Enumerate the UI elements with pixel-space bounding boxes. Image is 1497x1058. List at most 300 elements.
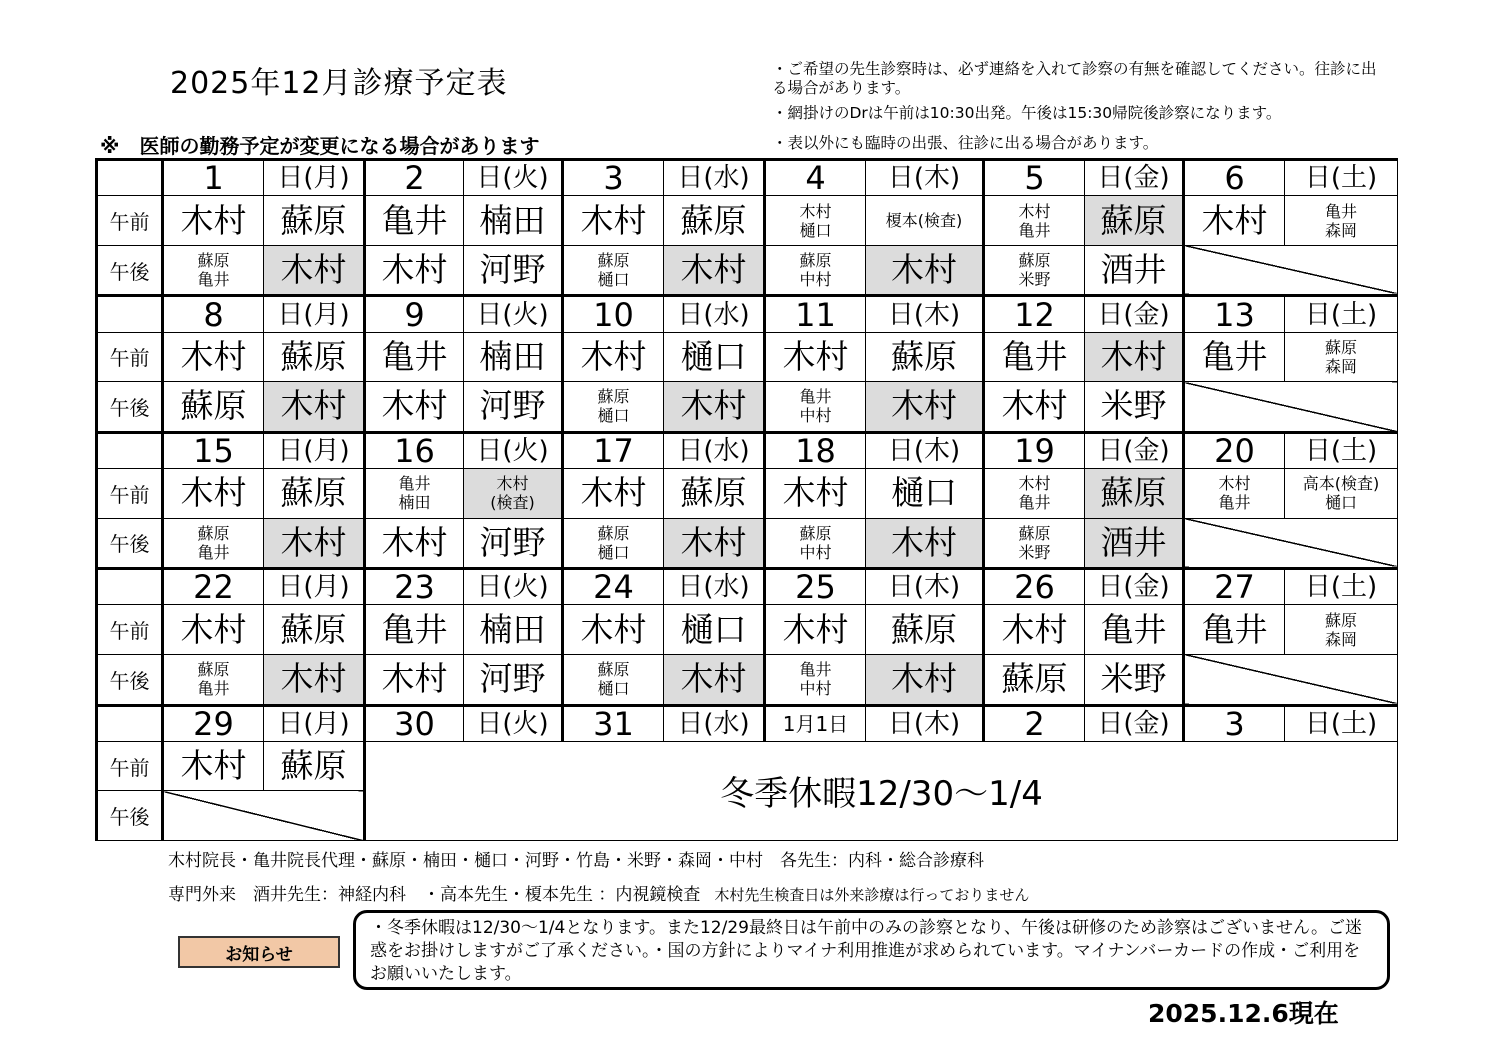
doctor-name: 酒井 (1100, 522, 1167, 562)
day-number-text: 11 (795, 295, 836, 333)
schedule-cell (664, 196, 765, 246)
specialist-list (168, 880, 1029, 905)
doctor-name: 木村 樋口 (799, 201, 832, 240)
schedule-cell (464, 469, 563, 519)
schedule-cell (1085, 332, 1184, 382)
day-of-week (664, 296, 765, 332)
day-number-text: 9 (404, 295, 425, 333)
doctor-name: 木村 (280, 659, 347, 699)
am-label: 午前 (97, 741, 163, 791)
day-of-week (1285, 296, 1398, 332)
day-number-text: 22 (193, 568, 234, 605)
closed-cell (1184, 382, 1398, 433)
pm-row (97, 245, 1398, 296)
day-of-week-text: 日(土) (1304, 435, 1378, 466)
am-row (97, 332, 1398, 382)
closed-cell (1184, 245, 1398, 296)
notice-box: ・冬季休暇は12/30～1/4となります。また12/29最終日は午前中のみの診察となり、午後は研修のため診察はございません。ご迷惑をお掛けしますがご了承ください。・国の方針によりマイナ利用推進が求められています。マイナンバーカードの作成・ご利用をお願いいたします。 (353, 910, 1390, 990)
date-row (97, 160, 1398, 196)
day-number (365, 432, 464, 468)
day-of-week-text: 日(水) (677, 435, 750, 466)
day-of-week-text: 日(土) (1304, 163, 1378, 194)
schedule-cell (264, 245, 365, 296)
doctor-name: 樋口 (680, 609, 747, 649)
day-number-text: 31 (593, 705, 634, 742)
schedule-cell (563, 382, 664, 433)
schedule-cell (984, 469, 1085, 519)
doctor-name: 木村 (891, 250, 957, 290)
doctor-name: 蘇原 (1001, 659, 1068, 699)
day-of-week (264, 160, 365, 196)
schedule-cell (264, 518, 365, 569)
doctor-name: 木村 (381, 250, 448, 290)
day-of-week (1085, 705, 1184, 741)
doctor-name: 木村 (検査) (490, 474, 535, 513)
doctor-name: 亀井 (381, 609, 448, 649)
doctor-name: 亀井 (381, 200, 448, 240)
doctor-name: 蘇原 中村 (799, 523, 832, 562)
doctor-name: 蘇原 (180, 386, 247, 426)
schedule-cell (664, 245, 765, 296)
day-number (365, 160, 464, 196)
doctor-name: 木村 (891, 386, 957, 426)
pm-row (97, 654, 1398, 705)
doctor-name: 蘇原 (280, 473, 347, 513)
day-number (163, 705, 264, 741)
label-blank (97, 569, 163, 605)
day-number-text: 12 (1014, 295, 1055, 333)
schedule-cell (765, 332, 866, 382)
schedule-cell (866, 654, 984, 705)
day-of-week-text: 日(火) (476, 435, 549, 466)
date-row (97, 432, 1398, 468)
schedule-cell (264, 605, 365, 655)
doctor-name: 木村 (180, 200, 247, 240)
note-temporary: ・表以外にも臨時の出張、往診に出る場合があります。 (772, 134, 1159, 152)
day-of-week-text: 日(金) (1097, 299, 1170, 330)
doctor-name: 木村 (580, 336, 647, 376)
doctor-name: 木村 (580, 609, 647, 649)
pm-label: 午後 (97, 791, 163, 841)
doctor-name: 蘇原 米野 (1018, 251, 1051, 290)
schedule-cell (163, 196, 264, 246)
note-contact: ・ご希望の先生診察時は、必ず連絡を入れて診察の有無を確認してください。往診に出る場合があります。 (772, 60, 1377, 97)
pm-label: 午後 (97, 518, 163, 569)
doctor-name: 榎本(検査) (885, 211, 963, 231)
day-of-week-text: 日(金) (1097, 163, 1170, 194)
schedule-cell (563, 196, 664, 246)
doctor-name: 木村 亀井 (1218, 474, 1251, 513)
doctor-name: 高本(検査) 樋口 (1302, 474, 1380, 513)
pm-label: 午後 (97, 382, 163, 433)
schedule-cell (1184, 605, 1285, 655)
schedule-cell (464, 196, 563, 246)
doctor-name: 蘇原 (280, 746, 347, 786)
schedule-cell (984, 245, 1085, 296)
schedule-cell (1184, 332, 1285, 382)
doctor-name: 木村 (381, 522, 448, 562)
specialist-text: 専門外来 酒井先生：神経内科 ・高本先生・榎本先生 ：内視鏡検査 (168, 885, 701, 905)
doctor-name: 木村 (280, 522, 347, 562)
schedule-cell (765, 654, 866, 705)
doctor-name: 木村 (680, 250, 747, 290)
doctor-name: 蘇原 樋口 (597, 387, 630, 426)
schedule-cell (1085, 605, 1184, 655)
doctor-name: 米野 (1100, 659, 1167, 699)
day-number (984, 296, 1085, 332)
winter-holiday: 冬季休暇12/30～1/4 (365, 741, 1398, 840)
schedule-cell (664, 605, 765, 655)
schedule-cell (1285, 332, 1398, 382)
day-of-week (664, 705, 765, 741)
schedule-cell (1285, 605, 1398, 655)
schedule-cell (984, 518, 1085, 569)
day-number (765, 432, 866, 468)
schedule-cell (664, 382, 765, 433)
doctor-name: 蘇原 (680, 200, 747, 240)
day-of-week-text: 日(水) (677, 708, 750, 739)
day-number-text: 1月1日 (782, 711, 849, 736)
day-of-week-text: 日(木) (887, 435, 961, 466)
schedule-cell (1184, 469, 1285, 519)
day-of-week-text: 日(火) (476, 708, 549, 739)
doctor-name: 木村 (180, 746, 247, 786)
day-of-week-text: 日(水) (677, 572, 750, 603)
day-number-text: 1 (203, 159, 224, 196)
schedule-cell (866, 196, 984, 246)
doctor-name: 木村 (580, 200, 647, 240)
day-number-text: 8 (203, 295, 224, 333)
day-of-week (264, 569, 365, 605)
am-row (97, 196, 1398, 246)
day-of-week (664, 160, 765, 196)
schedule-cell (1085, 518, 1184, 569)
day-of-week-text: 日(金) (1097, 572, 1170, 603)
doctor-name: 河野 (479, 250, 546, 290)
day-number (1184, 569, 1285, 605)
schedule-cell (866, 605, 984, 655)
schedule-cell (163, 382, 264, 433)
doctor-name: 楠田 (479, 609, 546, 649)
day-number-text: 29 (193, 705, 234, 742)
schedule-cell (464, 245, 563, 296)
day-of-week (866, 296, 984, 332)
doctor-name: 木村 (180, 609, 247, 649)
schedule-cell (365, 245, 464, 296)
doctor-name: 木村 亀井 (1018, 474, 1051, 513)
day-number (163, 160, 264, 196)
doctor-name: 米野 (1100, 386, 1167, 426)
day-number (765, 160, 866, 196)
day-of-week-text: 日(火) (476, 299, 549, 330)
schedule-cell (984, 196, 1085, 246)
day-of-week-text: 日(月) (277, 572, 350, 603)
doctor-name: 蘇原 森岡 (1324, 610, 1357, 649)
doctor-name: 亀井 (1100, 609, 1167, 649)
schedule-cell (866, 469, 984, 519)
doctor-name: 蘇原 (280, 609, 347, 649)
day-number-text: 23 (394, 568, 435, 605)
day-of-week-text: 日(木) (887, 708, 961, 739)
doctor-name: 酒井 (1100, 250, 1167, 290)
schedule-cell (765, 605, 866, 655)
day-of-week-text: 日(火) (476, 572, 549, 603)
schedule-cell (365, 469, 464, 519)
day-number (563, 432, 664, 468)
day-number-text: 6 (1224, 159, 1245, 196)
doctor-name: 蘇原 米野 (1018, 523, 1051, 562)
day-number (984, 569, 1085, 605)
day-of-week (1085, 160, 1184, 196)
day-number (163, 569, 264, 605)
day-of-week-text: 日(火) (476, 163, 549, 194)
schedule-cell (1085, 245, 1184, 296)
doctor-name: 河野 (479, 522, 546, 562)
doctor-name: 亀井 (1201, 609, 1268, 649)
kimura-exam-note: 木村先生検査日は外来診療は行っておりません (714, 886, 1030, 904)
day-number-text: 19 (1014, 432, 1055, 469)
schedule-cell (464, 382, 563, 433)
doctor-name: 木村 (180, 473, 247, 513)
doctor-name: 木村 (782, 609, 849, 649)
schedule-cell (664, 332, 765, 382)
day-of-week-text: 日(土) (1304, 708, 1378, 739)
day-of-week (264, 296, 365, 332)
day-number-text: 13 (1214, 295, 1255, 333)
doctor-name: 楠田 (479, 200, 546, 240)
doctor-name: 蘇原 (1100, 200, 1167, 240)
day-of-week (866, 432, 984, 468)
closed-cell (1184, 654, 1398, 705)
day-of-week-text: 日(金) (1097, 708, 1170, 739)
day-number-text: 17 (593, 432, 634, 469)
schedule-cell (163, 245, 264, 296)
doctor-name: 蘇原 (680, 473, 747, 513)
doctor-name: 木村 (782, 473, 849, 513)
day-of-week (464, 160, 563, 196)
doctor-name: 木村 (891, 522, 957, 562)
day-number-text: 26 (1014, 568, 1055, 605)
day-number-text: 20 (1214, 432, 1255, 469)
date-row (97, 569, 1398, 605)
day-number (1184, 705, 1285, 741)
schedule-cell (563, 605, 664, 655)
day-number-text: 5 (1024, 159, 1045, 196)
schedule-cell (365, 654, 464, 705)
day-number (984, 705, 1085, 741)
day-number-text: 27 (1214, 568, 1255, 605)
doctor-name: 亀井 (1001, 336, 1068, 376)
day-number (563, 296, 664, 332)
day-number (365, 705, 464, 741)
doctor-name: 亀井 中村 (799, 387, 832, 426)
day-number-text: 30 (394, 705, 435, 742)
day-of-week-text: 日(木) (887, 572, 961, 603)
day-number (365, 569, 464, 605)
day-of-week-text: 日(水) (677, 299, 750, 330)
schedule-cell (264, 332, 365, 382)
am-label: 午前 (97, 605, 163, 655)
am-label: 午前 (97, 332, 163, 382)
schedule-cell (765, 382, 866, 433)
schedule-cell (765, 469, 866, 519)
pm-row (97, 382, 1398, 433)
schedule-cell (464, 332, 563, 382)
schedule-cell (264, 469, 365, 519)
schedule-cell (866, 382, 984, 433)
schedule-cell (163, 605, 264, 655)
am-label: 午前 (97, 469, 163, 519)
doctor-name: 蘇原 亀井 (197, 523, 230, 562)
doctor-name: 樋口 (891, 473, 957, 513)
schedule-cell (984, 654, 1085, 705)
doctor-name: 蘇原 (280, 336, 347, 376)
day-of-week-text: 日(月) (277, 299, 350, 330)
day-number (563, 569, 664, 605)
schedule-cell (765, 196, 866, 246)
schedule-cell (1085, 196, 1184, 246)
day-number (765, 705, 866, 741)
day-number (984, 160, 1085, 196)
day-of-week (464, 705, 563, 741)
schedule-cell (664, 518, 765, 569)
pm-label: 午後 (97, 654, 163, 705)
date-row (97, 296, 1398, 332)
doctor-name: 蘇原 樋口 (597, 660, 630, 699)
schedule-cell (1184, 196, 1285, 246)
doctor-name: 蘇原 (280, 200, 347, 240)
doctor-name: 木村 (782, 336, 849, 376)
label-blank (97, 160, 163, 196)
schedule-cell (264, 741, 365, 791)
schedule-cell (664, 654, 765, 705)
schedule-cell (866, 245, 984, 296)
day-of-week (1285, 160, 1398, 196)
doctor-name: 蘇原 (891, 336, 957, 376)
as-of-date: 2025.12.6現在 (1148, 999, 1339, 1028)
schedule-cell (1285, 196, 1398, 246)
day-of-week-text: 日(木) (887, 163, 961, 194)
doctor-name: 亀井 森岡 (1324, 201, 1357, 240)
schedule-cell (563, 332, 664, 382)
doctor-name: 楠田 (479, 336, 546, 376)
day-of-week-text: 日(土) (1304, 572, 1378, 603)
doctor-name: 木村 (280, 250, 347, 290)
doctor-name: 蘇原 森岡 (1324, 337, 1357, 376)
doctor-name: 蘇原 (891, 609, 957, 649)
day-number (1184, 296, 1285, 332)
doctor-name: 蘇原 樋口 (597, 251, 630, 290)
day-number (984, 432, 1085, 468)
schedule-cell (163, 654, 264, 705)
pm-label: 午後 (97, 245, 163, 296)
schedule-cell (1085, 654, 1184, 705)
doctor-name: 木村 (1001, 386, 1068, 426)
doctor-name: 亀井 中村 (799, 660, 832, 699)
day-number (1184, 432, 1285, 468)
schedule-cell (365, 196, 464, 246)
schedule-cell (163, 469, 264, 519)
schedule-table (95, 158, 1398, 841)
day-of-week (866, 160, 984, 196)
day-of-week (1085, 432, 1184, 468)
doctor-name: 蘇原 (1100, 473, 1167, 513)
doctor-name: 木村 (680, 386, 747, 426)
doctor-name: 木村 (1100, 336, 1167, 376)
day-of-week (866, 705, 984, 741)
page-title: 2025年12月診療予定表 (170, 66, 508, 101)
schedule-cell (464, 654, 563, 705)
date-row (97, 705, 1398, 741)
schedule-cell (464, 518, 563, 569)
doctor-name: 木村 (580, 473, 647, 513)
day-number-text: 15 (193, 432, 234, 469)
day-number (163, 432, 264, 468)
schedule-cell (464, 605, 563, 655)
doctor-name: 木村 (280, 386, 347, 426)
doctor-name: 蘇原 亀井 (197, 660, 230, 699)
label-blank (97, 705, 163, 741)
schedule-cell (365, 332, 464, 382)
schedule-cell (765, 245, 866, 296)
am-row (97, 469, 1398, 519)
label-blank (97, 432, 163, 468)
schedule-cell (1085, 469, 1184, 519)
day-of-week (264, 705, 365, 741)
schedule-cell (984, 382, 1085, 433)
schedule-cell (765, 518, 866, 569)
schedule-cell (664, 469, 765, 519)
schedule-cell (984, 332, 1085, 382)
doctor-name: 木村 (680, 659, 747, 699)
doctor-name: 木村 (381, 386, 448, 426)
day-of-week (264, 432, 365, 468)
closed-cell (1184, 518, 1398, 569)
day-number-text: 2 (404, 159, 425, 196)
day-of-week-text: 日(月) (277, 435, 350, 466)
day-number-text: 3 (1224, 705, 1245, 742)
am-row (97, 605, 1398, 655)
schedule-cell (163, 741, 264, 791)
doctor-name: 樋口 (680, 336, 747, 376)
pm-row (97, 518, 1398, 569)
day-number (163, 296, 264, 332)
day-of-week (1285, 569, 1398, 605)
schedule-cell (365, 382, 464, 433)
doctor-name: 木村 (1001, 609, 1068, 649)
day-number (365, 296, 464, 332)
doctor-name: 蘇原 中村 (799, 251, 832, 290)
doctor-name: 亀井 楠田 (398, 474, 431, 513)
notice-button[interactable]: お知らせ (178, 936, 340, 968)
day-number-text: 25 (795, 568, 836, 605)
day-number (1184, 160, 1285, 196)
am-row (97, 741, 1398, 791)
day-number-text: 10 (593, 295, 634, 333)
day-number-text: 3 (603, 159, 624, 196)
doctor-name: 木村 (381, 659, 448, 699)
doctor-name: 木村 (891, 659, 957, 699)
schedule-cell (563, 245, 664, 296)
schedule-cell (365, 518, 464, 569)
day-of-week (464, 296, 563, 332)
day-of-week (664, 432, 765, 468)
doctor-name: 木村 (1201, 200, 1268, 240)
day-of-week (1085, 569, 1184, 605)
doctor-name: 木村 亀井 (1018, 201, 1051, 240)
schedule-cell (1285, 469, 1398, 519)
schedule-cell (163, 332, 264, 382)
